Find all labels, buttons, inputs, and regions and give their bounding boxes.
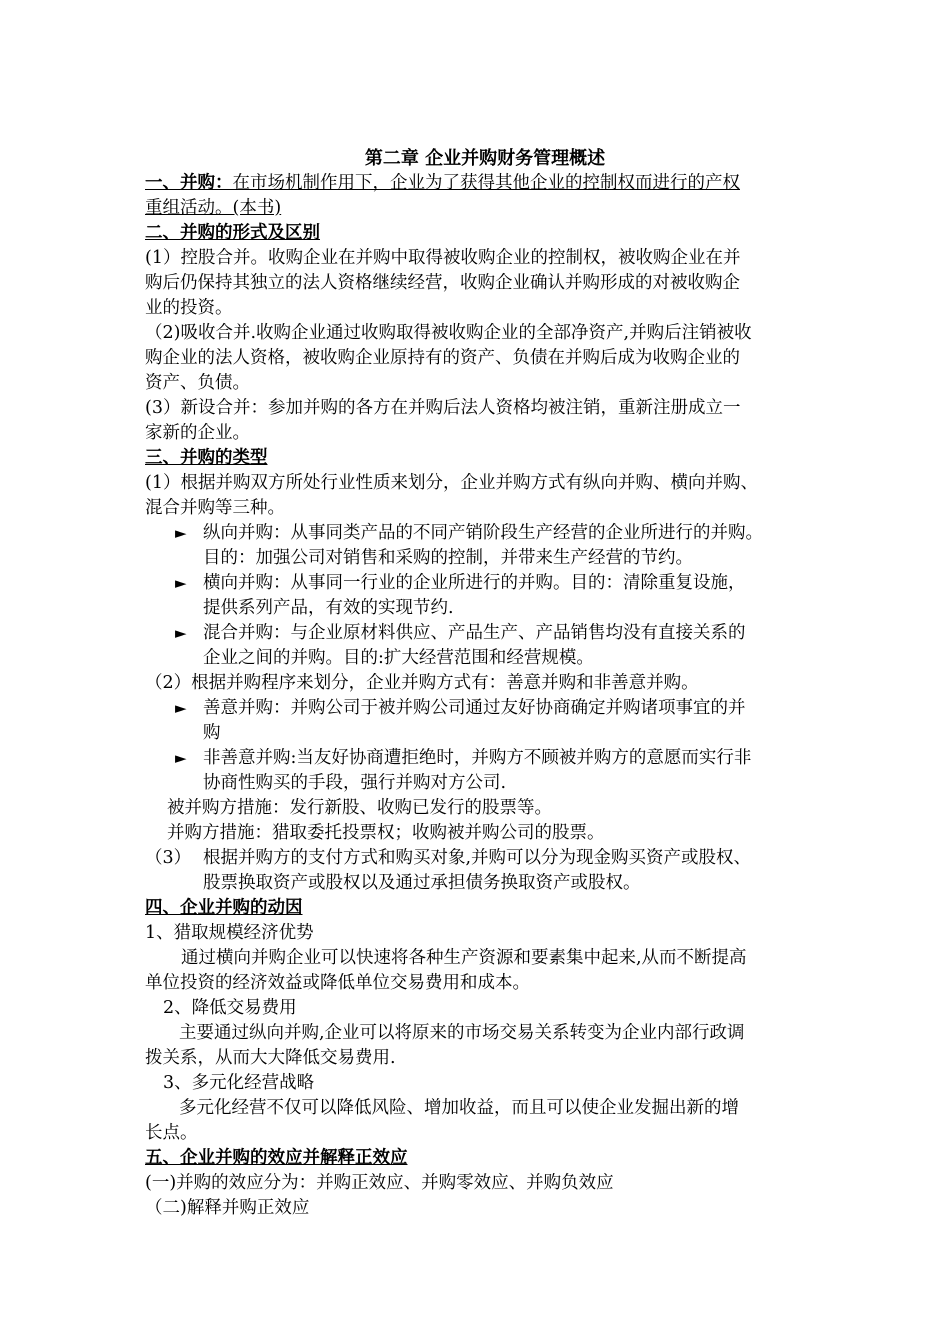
triangle-bullet-icon: ► [175,699,187,717]
section-1-definition: 在市场机制作用下，企业为了获得其他企业的控制权而进行的产权 [232,173,740,193]
paragraph-line: (1）根据并购双方所处行业性质来划分，企业并购方式有纵向并购、横向并购、 [145,473,758,493]
paragraph-text: 根据并购方的支付方式和购买对象,并购可以分为现金购买资产或股权、 [203,848,752,868]
section-1-line-1 [145,171,825,196]
section-5-heading: 五、企业并购的效应并解释正效应 [145,1148,408,1168]
bullet-continuation: 企业之间的并购。目的:扩大经营范围和经营规模。 [203,648,594,668]
section-1-heading: 一、并购： [145,173,233,193]
paragraph-line: （二)解释并购正效应 [145,1198,310,1218]
section-3-heading: 三、并购的类型 [145,448,268,468]
bullet-text: 善意并购：并购公司于被并购公司通过友好协商确定并购诸项事宜的并 [203,698,746,718]
bullet-text: 横向并购：从事同一行业的企业所进行的并购。目的：清除重复设施， [203,573,746,593]
paragraph-line: 家新的企业。 [145,423,250,443]
paragraph-line [145,846,825,871]
bullet-continuation: 提供系列产品，有效的实现节约. [203,598,454,618]
subheading: 3、多元化经营战略 [163,1073,315,1093]
paragraph-line: 购后仍保持其独立的法人资格继续经营，收购企业确认并购形成的对被收购企 [145,273,740,293]
paragraph-line: 主要通过纵向并购,企业可以将原来的市场交易关系转变为企业内部行政调 [179,1023,745,1043]
triangle-bullet-icon: ► [175,749,187,767]
paragraph-line: 单位投资的经济效益或降低单位交易费用和成本。 [145,973,530,993]
bullet-text: 纵向并购：从事同类产品的不同产销阶段生产经营的企业所进行的并购。 [203,523,763,543]
bullet-item [145,621,825,646]
paragraph-line: 资产、负债。 [145,373,250,393]
item-number: （3） [145,848,192,868]
paragraph-line: 混合并购等三种。 [145,498,285,518]
section-4-heading: 四、企业并购的动因 [145,898,303,918]
triangle-bullet-icon: ► [175,624,187,642]
bullet-item [145,571,825,596]
bullet-continuation: 购 [203,723,221,743]
triangle-bullet-icon: ► [175,574,187,592]
paragraph-line: （2)吸收合并.收购企业通过收购取得被收购企业的全部净资产,并购后注销被收 [145,323,752,343]
bullet-continuation: 协商性购买的手段，强行并购对方公司. [203,773,507,793]
measure-line: 被并购方措施：发行新股、收购已发行的股票等。 [167,798,552,818]
document-page [145,146,825,1221]
subheading: 2、降低交易费用 [163,998,297,1018]
paragraph-line: 长点。 [145,1123,198,1143]
bullet-text: 非善意并购:当友好协商遭拒绝时，并购方不顾被并购方的意愿而实行非 [203,748,752,768]
bullet-item [145,746,825,771]
paragraph-line: 多元化经营不仅可以降低风险、增加收益，而且可以使企业发掘出新的增 [179,1098,739,1118]
paragraph-line: （2）根据并购程序来划分，企业并购方式有：善意并购和非善意并购。 [145,673,699,693]
paragraph-line: 业的投资。 [145,298,233,318]
measure-line: 并购方措施：猎取委托投票权；收购被并购公司的股票。 [167,823,605,843]
paragraph-line: 购企业的法人资格，被收购企业原持有的资产、负债在并购后成为收购企业的 [145,348,740,368]
paragraph-line: 股票换取资产或股权以及通过承担债务换取资产或股权。 [203,873,641,893]
section-1-line-2: 重组活动。(本书) [145,198,282,218]
triangle-bullet-icon: ► [175,524,187,542]
paragraph-line: (3）新设合并：参加并购的各方在并购后法人资格均被注销，重新注册成立一 [145,398,741,418]
bullet-item [145,696,825,721]
chapter-title: 第二章 企业并购财务管理概述 [364,148,606,169]
paragraph-line: (1）控股合并。收购企业在并购中取得被收购企业的控制权，被收购企业在并 [145,248,741,268]
paragraph-line: (一)并购的效应分为：并购正效应、并购零效应、并购负效应 [145,1173,614,1193]
bullet-continuation: 目的：加强公司对销售和采购的控制，并带来生产经营的节约。 [203,548,693,568]
paragraph-line: 拨关系，从而大大降低交易费用. [145,1048,396,1068]
paragraph-line: 通过横向并购企业可以快速将各种生产资源和要素集中起来,从而不断提高 [181,948,747,968]
section-2-heading: 二、并购的形式及区别 [145,223,320,243]
bullet-item [145,521,825,546]
bullet-text: 混合并购：与企业原材料供应、产品生产、产品销售均没有直接关系的 [203,623,746,643]
subheading: 1、猎取规模经济优势 [145,923,314,943]
